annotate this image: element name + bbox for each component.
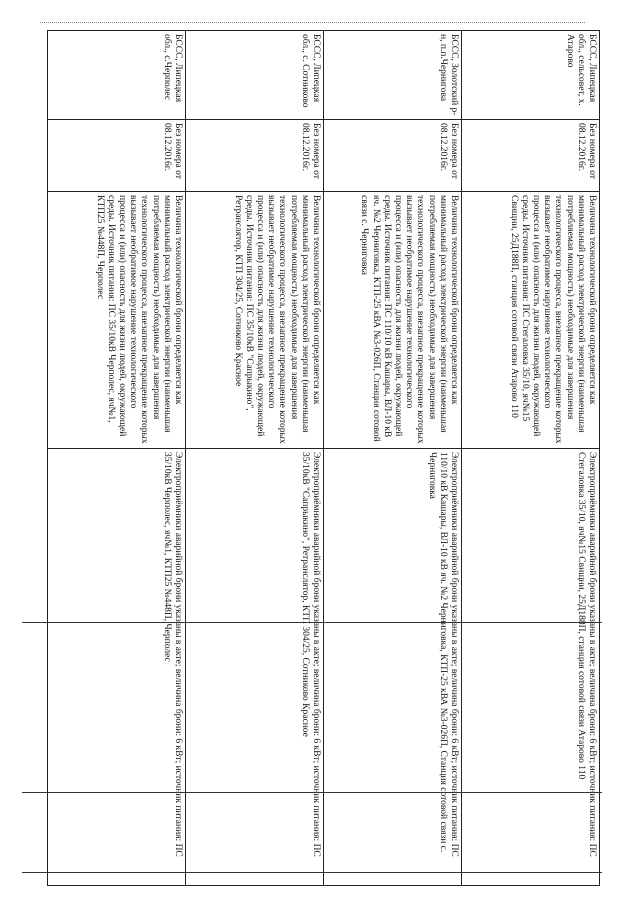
reserve-table [47,30,600,886]
cell-location: БССС, Липецкая обл., с. Сотниково [186,31,324,120]
cell-number: Без номера от 08.12.2016г. [48,120,186,192]
table-row [186,31,324,886]
top-dotted-edge [40,22,585,23]
cell-location: БССС, Липецкая обл., сельсовет, х. Атарово [462,31,600,120]
horizontal-rule [22,792,602,793]
cell-emergency-reserve: Электроприёмники аварийной брони указаны в акте; величина брони: 6 кВт; источник питания: ПС 35/10кВ "Сапрыкино", Ретранслятор, КТП 304/25, Сотниково Красное [186,449,324,886]
cell-number: Без номера от 08.12.2016г. [186,120,324,192]
table-row [324,31,462,886]
horizontal-rule [22,622,602,623]
cell-tech-reserve: Величина технологической брони определяется как минимальный расход электрической энергии (наименьшая потребляемая мощность) необходимые для завершения технологического процесса, внезапное прекращение которых вызывает необратимое нарушение технологического процесса и (или) опасность для жизни людей, окружающей среды. Источник питания: ПС Стегаловка 35/10, яч№15 Свищни, 25Д188П, станция сотовой связи Атарово 110 [462,192,600,449]
cell-number: Без номера от 08.12.2016г. [462,120,600,192]
cell-tech-reserve: Величина технологической брони определяется как минимальный расход электрической энергии (наименьшая потребляемая мощность) необходимые для завершения технологического процесса, внезапное прекращение которых вызывает необратимое нарушение технологического процесса и (или) опасность для жизни людей, окружающей среды. Источник питания: ПС 110/10 кВ Кашары, ВЛ-10 кВ яч. №2 Черниговка, КТП-25 кВА №3-026П, Станция сотовой связи с. Черниговка [324,192,462,449]
rotated-table-wrapper [40,30,600,886]
cell-number: Без номера от 08.12.2016г. [324,120,462,192]
cell-location: БССС, Липецкая обл., с.Черполес [48,31,186,120]
horizontal-rule [22,872,602,873]
table-row [462,31,600,886]
cell-location: БССС, Золотский р-н, п.п.Чернигова [324,31,462,120]
cell-tech-reserve: Величина технологической брони определяется как минимальный расход электрической энергии (наименьшая потребляемая мощность) необходимые для завершения технологического процесса, внезапное прекращение которых вызывает необратимое нарушение технологического процесса и (или) опасность для жизни людей, окружающей среды. Источник питания: ПС 35/10кВ Черполес, яч№1, КТП25 №448П, Черполес [48,192,186,449]
cell-emergency-reserve: Электроприёмники аварийной брони указаны в акте; величина брони: 6 кВт; источник питания: ПС 110/10 кВ Кашары, ВЛ-10 кВ яч. №2 Черниговка, КТП-25 кВА №3-026П, Станция сотовой связи с. Черниговка [324,449,462,886]
cell-emergency-reserve: Электроприёмники аварийной брони указаны в акте; величина брони: 6 кВт; источник питания: ПС Стегаловка 35/10, яч№15 Свищни, 25Д188П, станция сотовой связи Атарово 110 [462,449,600,886]
cell-emergency-reserve: Электроприёмники аварийной брони указаны в акте; величина брони: 6 кВт; источник питания: ПС 35/10кВ Черполес, яч№1, КТП25 №448П, Черполес [48,449,186,886]
table-row [48,31,186,886]
cell-tech-reserve: Величина технологической брони определяется как минимальный расход электрической энергии (наименьшая потребляемая мощность) необходимые для завершения технологического процесса, внезапное прекращение которых вызывает необратимое нарушение технологического процесса и (или) опасность для жизни людей, окружающей среды. Источник питания: ПС 35/10кВ "Сапрыкино", Ретранслятор, КТП 304/25, Сотниково Красное [186,192,324,449]
